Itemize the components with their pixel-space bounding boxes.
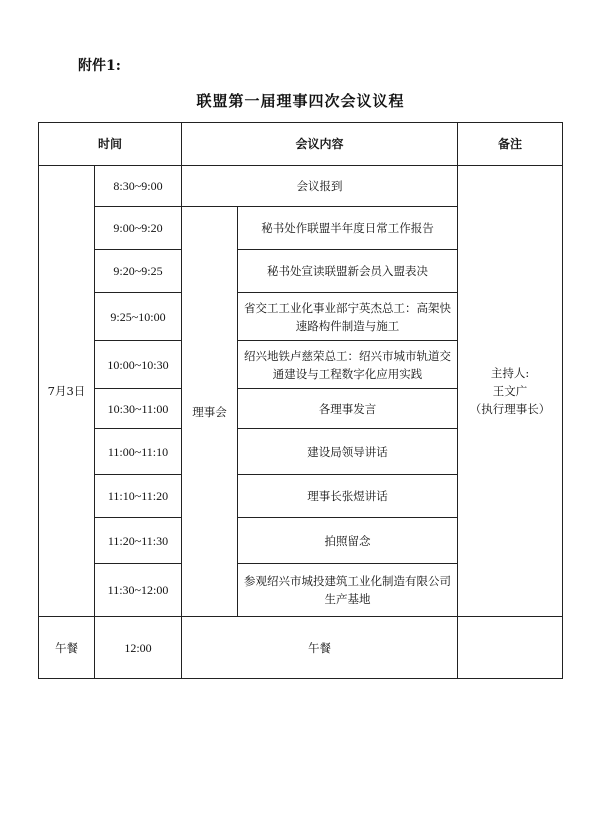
time-cell: 11:30~12:00 — [95, 564, 182, 617]
time-cell: 9:25~10:00 — [95, 293, 182, 341]
session-cell: 理事会 — [182, 207, 238, 617]
time-cell: 11:00~11:10 — [95, 429, 182, 475]
table-row — [39, 166, 563, 207]
attachment-label: 附件1: — [78, 58, 121, 74]
header-note: 备注 — [458, 123, 563, 166]
time-cell: 10:30~11:00 — [95, 389, 182, 429]
content-cell: 拍照留念 — [238, 518, 458, 564]
content-cell: 参观绍兴市城投建筑工业化制造有限公司生产基地 — [238, 564, 458, 617]
content-cell: 理事长张煜讲话 — [238, 475, 458, 518]
content-cell: 各理事发言 — [238, 389, 458, 429]
header-time: 时间 — [39, 123, 182, 166]
table-header-row — [39, 123, 563, 166]
time-cell: 10:00~10:30 — [95, 341, 182, 389]
host-name: 王文广 — [492, 384, 528, 398]
content-cell: 秘书处作联盟半年度日常工作报告 — [238, 207, 458, 250]
time-cell: 11:20~11:30 — [95, 518, 182, 564]
host-label: 主持人: — [490, 366, 530, 380]
lunch-note — [458, 617, 563, 679]
lunch-content: 午餐 — [182, 617, 458, 679]
lunch-row — [39, 617, 563, 679]
content-cell: 省交工工业化事业部宁英杰总工：高架快速路构件制造与施工 — [238, 293, 458, 341]
document-title: 联盟第一届理事四次会议议程 — [196, 92, 405, 110]
content-cell: 绍兴地铁卢慈荣总工：绍兴市城市轨道交通建设与工程数字化应用实践 — [238, 341, 458, 389]
header-content: 会议内容 — [182, 123, 458, 166]
lunch-time: 12:00 — [95, 617, 182, 679]
note-cell — [458, 166, 563, 617]
host-title: （执行理事长） — [469, 402, 551, 416]
time-cell: 11:10~11:20 — [95, 475, 182, 518]
content-cell: 建设局领导讲话 — [238, 429, 458, 475]
day-cell: 7月3日 — [39, 166, 95, 617]
content-cell: 秘书处宣读联盟新会员入盟表决 — [238, 250, 458, 293]
time-cell: 9:20~9:25 — [95, 250, 182, 293]
content-cell: 会议报到 — [182, 166, 458, 207]
time-cell: 9:00~9:20 — [95, 207, 182, 250]
time-cell: 8:30~9:00 — [95, 166, 182, 207]
lunch-label: 午餐 — [39, 617, 95, 679]
agenda-table — [38, 122, 563, 679]
